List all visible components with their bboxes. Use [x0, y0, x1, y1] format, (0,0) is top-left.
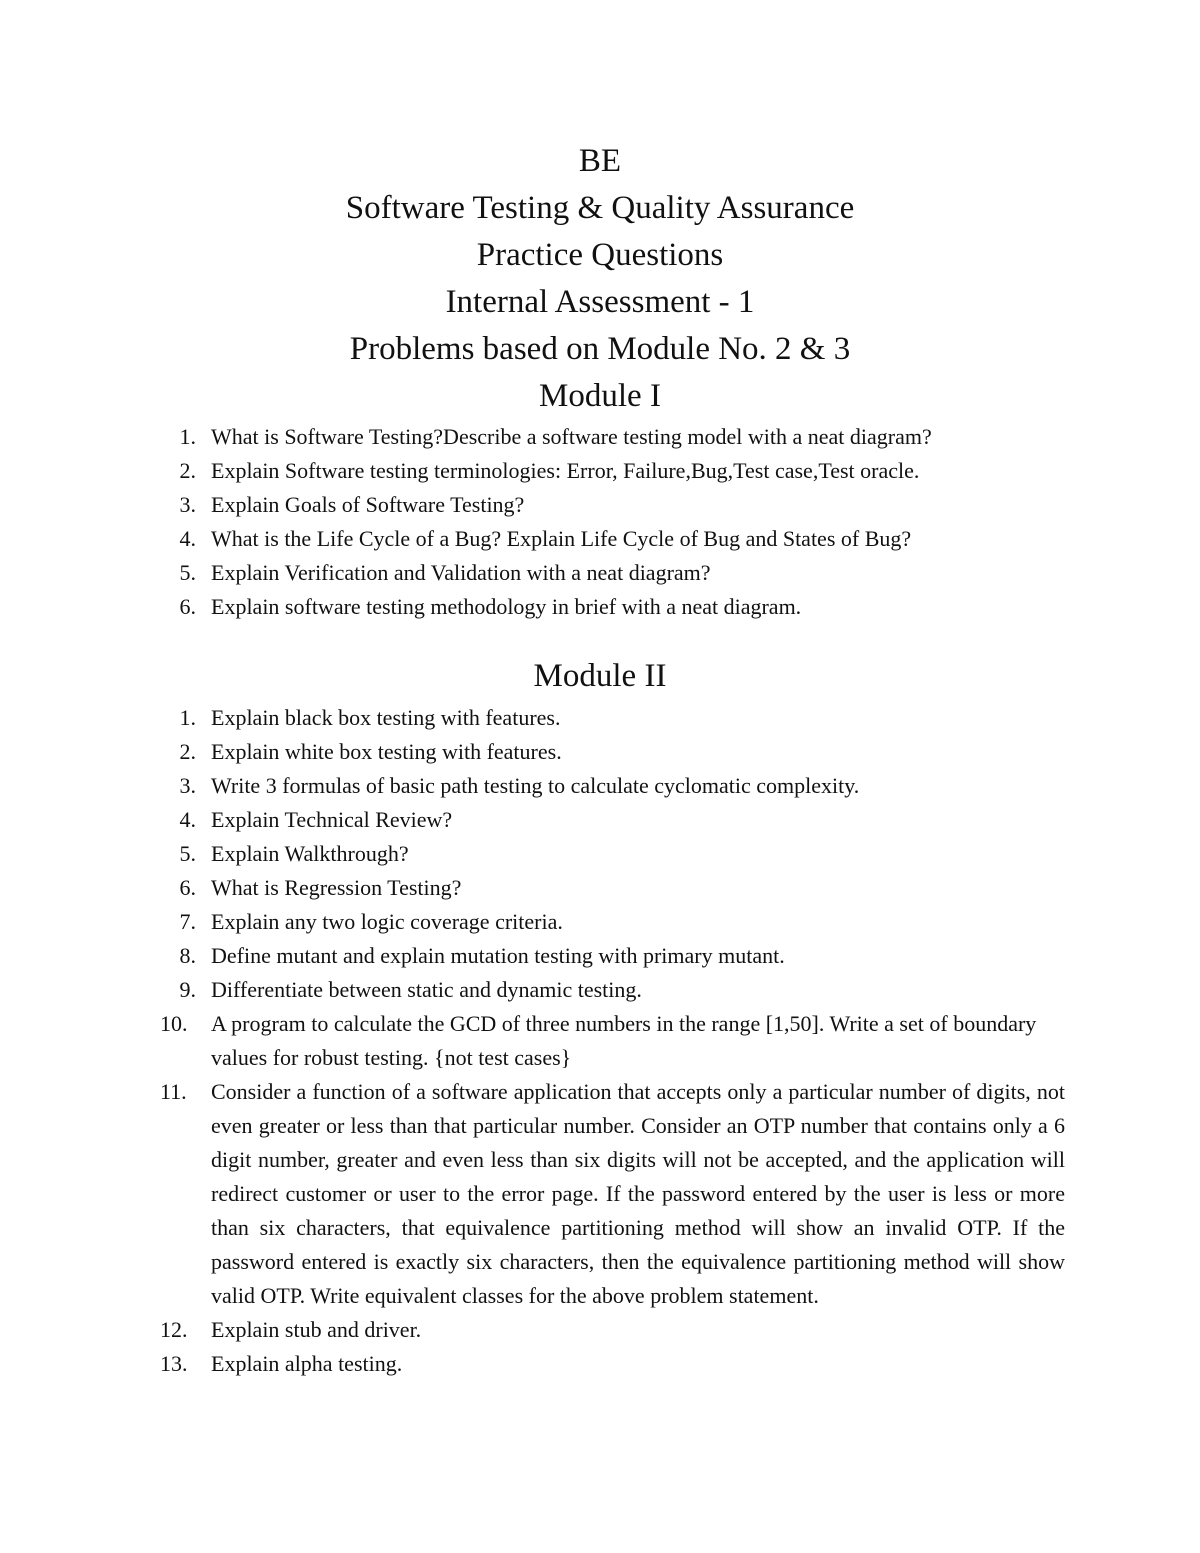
modules-subtitle: Problems based on Module No. 2 & 3: [349, 331, 851, 367]
question-number: 10.: [160, 1011, 188, 1036]
module-2-question-list: [160, 701, 1065, 1381]
course-title: Software Testing & Quality Assurance: [345, 190, 855, 226]
question-number: 7.: [179, 909, 196, 934]
question-text: Consider a function of a software application that accepts only a particular number of digits, not even greater or less than that particular number. Consider an OTP number that contains only a 6 digit number, greater and even less than six digits will not be accepted, and the application will redirect customer or user to the error page. If the password entered by the user is less or more than six characters, that equivalence partitioning method will show an invalid OTP. If the password entered is exactly six characters, then the equivalence partitioning method will show valid OTP. Write equivalent classes for the above problem statement.: [211, 1079, 1065, 1308]
question-number: 9.: [179, 977, 196, 1002]
question-text: Differentiate between static and dynamic testing.: [211, 977, 642, 1002]
question-number: 13.: [160, 1351, 188, 1376]
list-item: [160, 735, 1065, 769]
list-item: [160, 420, 1065, 454]
question-text: Explain stub and driver.: [211, 1317, 422, 1342]
question-text: Explain black box testing with features.: [211, 705, 561, 730]
question-number: 3.: [179, 492, 196, 517]
list-item: [160, 556, 1065, 590]
question-text: Explain white box testing with features.: [211, 739, 562, 764]
question-text: Explain alpha testing.: [211, 1351, 403, 1376]
question-number: 11.: [160, 1079, 187, 1104]
list-item: [160, 1007, 1065, 1075]
question-text: Explain Walkthrough?: [211, 841, 409, 866]
question-number: 6.: [179, 875, 196, 900]
list-item: [160, 905, 1065, 939]
list-item: [160, 454, 1065, 488]
document-type: Practice Questions: [476, 237, 724, 273]
module-1-question-list: [160, 420, 1065, 624]
question-number: 4.: [179, 526, 196, 551]
question-number: 5.: [179, 560, 196, 585]
question-text: Explain Verification and Validation with a neat diagram?: [211, 560, 711, 585]
assessment-title: Internal Assessment - 1: [445, 284, 755, 320]
list-item: [160, 837, 1065, 871]
question-number: 2.: [179, 458, 196, 483]
question-text: Explain software testing methodology in brief with a neat diagram.: [211, 594, 802, 619]
question-text: Explain Technical Review?: [211, 807, 453, 832]
question-text: Write 3 formulas of basic path testing to calculate cyclomatic complexity.: [211, 773, 860, 798]
question-number: 3.: [179, 773, 196, 798]
document-header: [0, 138, 1200, 373]
course-level: BE: [578, 143, 622, 179]
question-text: Explain Goals of Software Testing?: [211, 492, 525, 517]
question-number: 5.: [179, 841, 196, 866]
list-item: [160, 1347, 1065, 1381]
module-2-title: Module II: [533, 658, 667, 694]
question-number: 1.: [179, 424, 196, 449]
question-number: 8.: [179, 943, 196, 968]
list-item: [160, 488, 1065, 522]
question-text: Define mutant and explain mutation testing with primary mutant.: [211, 943, 785, 968]
question-text: Explain Software testing terminologies: Error, Failure,Bug,Test case,Test oracle.: [211, 458, 920, 483]
list-item: [160, 1075, 1065, 1313]
question-text: Explain any two logic coverage criteria.: [211, 909, 563, 934]
question-number: 4.: [179, 807, 196, 832]
question-text: What is Regression Testing?: [211, 875, 462, 900]
list-item: [160, 973, 1065, 1007]
list-item: [160, 701, 1065, 735]
question-number: 12.: [160, 1317, 188, 1342]
list-item: [160, 1313, 1065, 1347]
question-number: 1.: [179, 705, 196, 730]
list-item: [160, 769, 1065, 803]
question-number: 6.: [179, 594, 196, 619]
question-text: A program to calculate the GCD of three numbers in the range [1,50]. Write a set of boundary values for robust testing. {not test cases}: [211, 1011, 1037, 1070]
question-number: 2.: [179, 739, 196, 764]
list-item: [160, 939, 1065, 973]
list-item: [160, 590, 1065, 624]
list-item: [160, 803, 1065, 837]
list-item: [160, 871, 1065, 905]
list-item: [160, 522, 1065, 556]
module-1-title: Module I: [539, 378, 661, 414]
question-text: What is the Life Cycle of a Bug? Explain Life Cycle of Bug and States of Bug?: [211, 526, 912, 551]
question-text: What is Software Testing?Describe a software testing model with a neat diagram?: [211, 424, 932, 449]
